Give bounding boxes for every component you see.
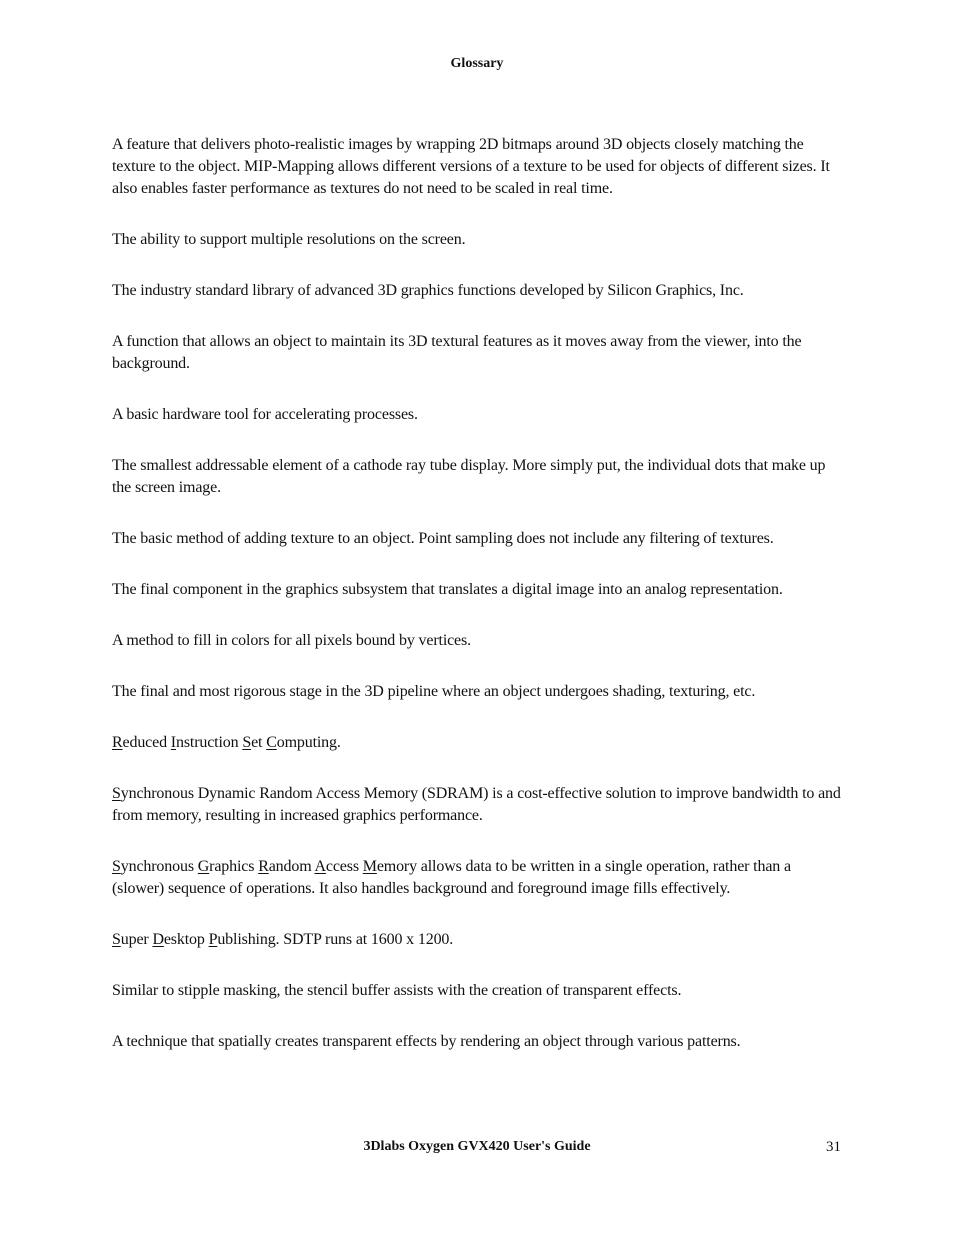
definition-text: uper [120,931,153,948]
acronym-initial: M [362,858,377,875]
acronym-initial: R [112,734,123,751]
acronym-initial: S [112,931,121,948]
definition-text: et [251,734,267,751]
glossary-definitions [112,134,842,1053]
definition-text: andom [268,858,315,875]
acronym-initial: S [242,734,252,751]
definition-text: emory allows data to be written in a single operation, rather than a (slower) sequence of operations. It also handles background and foreground image fills effectively. [112,858,791,897]
acronym-initial: P [208,931,218,948]
glossary-definition: The smallest addressable element of a cathode ray tube display. More simply put, the individual dots that make up the screen image. [112,457,826,496]
footer-title: 3Dlabs Oxygen GVX420 User's Guide [363,1139,591,1154]
definition-text: ynchronous Dynamic Random Access Memory (SDRAM) is a cost-effective solution to improve bandwidth to and from memory, resulting in increased graphics performance. [112,785,841,824]
definition-text: ccess [325,858,363,875]
acronym-initial: S [112,858,121,875]
glossary-definition [112,783,842,827]
glossary-definition: The final and most rigorous stage in the 3D pipeline where an object undergoes shading, texturing, etc. [112,683,756,700]
glossary-definition: Similar to stipple masking, the stencil buffer assists with the creation of transparent effects. [112,982,682,999]
glossary-definition: A basic hardware tool for accelerating processes. [112,406,418,423]
page-header-title: Glossary [450,56,504,71]
definition-text: ynchronous [120,858,198,875]
glossary-definition: A function that allows an object to maintain its 3D textural features as it moves away from the viewer, into the background. [112,333,802,372]
glossary-definition: The final component in the graphics subsystem that translates a digital image into an analog representation. [112,581,783,598]
acronym-initial: S [112,785,121,802]
glossary-definition: A method to fill in colors for all pixels bound by vertices. [112,632,471,649]
glossary-definition: The basic method of adding texture to an object. Point sampling does not include any filtering of textures. [112,530,774,547]
glossary-definition: The ability to support multiple resolutions on the screen. [112,231,466,248]
acronym-initial: I [170,734,176,751]
definition-text: omputing. [276,734,341,751]
glossary-definition [112,856,842,900]
glossary-definition [112,732,842,754]
acronym-initial: C [266,734,277,751]
acronym-initial: R [258,858,269,875]
definition-text: ublishing. SDTP runs at 1600 x 1200. [217,931,454,948]
acronym-initial: D [152,931,164,948]
acronym-initial: A [314,858,326,875]
glossary-definition: A technique that spatially creates transparent effects by rendering an object through various patterns. [112,1033,741,1050]
definition-text: educed [122,734,171,751]
definition-text: nstruction [175,734,243,751]
glossary-definition: The industry standard library of advanced 3D graphics functions developed by Silicon Graphics, Inc. [112,282,744,299]
acronym-initial: G [197,858,210,875]
definition-text: raphics [209,858,259,875]
page-number: 31 [826,1139,841,1155]
glossary-definition [112,929,842,951]
glossary-definition: A feature that delivers photo-realistic images by wrapping 2D bitmaps around 3D objects closely matching the texture to the object. MIP-Mapping allows different versions of a texture to be used for objects of different sizes. It also enables faster performance as textures do not need to be scaled in real time. [112,136,830,197]
definition-text: esktop [163,931,209,948]
